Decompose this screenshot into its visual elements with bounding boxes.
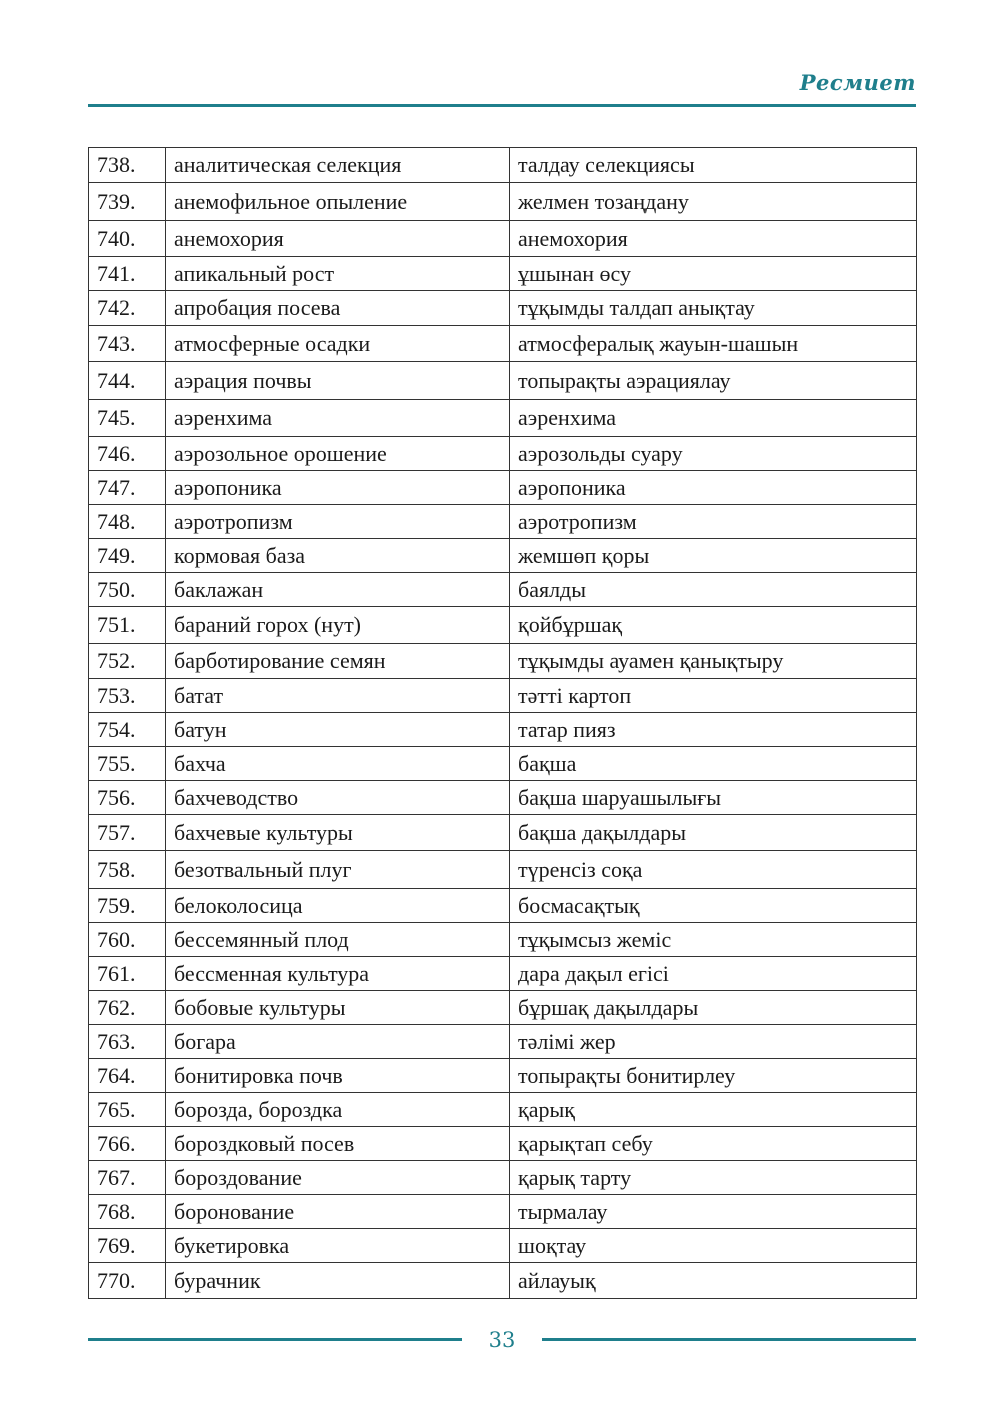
term-kazakh: бақша шаруашылығы xyxy=(510,781,917,815)
term-kazakh: атмосфералық жауын-шашын xyxy=(510,326,917,362)
entry-number: 748. xyxy=(89,505,166,539)
entry-number: 768. xyxy=(89,1195,166,1229)
entry-number: 746. xyxy=(89,437,166,471)
table-row xyxy=(89,1025,917,1059)
term-kazakh: татар пияз xyxy=(510,713,917,747)
entry-number: 760. xyxy=(89,923,166,957)
entry-number: 751. xyxy=(89,607,166,644)
term-russian: безотвальный плуг xyxy=(166,851,510,889)
term-russian: баклажан xyxy=(166,573,510,607)
entry-number: 764. xyxy=(89,1059,166,1093)
table-row xyxy=(89,362,917,400)
term-kazakh: тәтті картоп xyxy=(510,679,917,713)
entry-number: 763. xyxy=(89,1025,166,1059)
table-row xyxy=(89,257,917,291)
term-kazakh: тұқымды ауамен қанықтыру xyxy=(510,644,917,679)
table-row xyxy=(89,1263,917,1299)
term-kazakh: анемохория xyxy=(510,221,917,257)
term-kazakh: ұшынан өсу xyxy=(510,257,917,291)
table-row xyxy=(89,851,917,889)
table-row xyxy=(89,781,917,815)
term-russian: боронование xyxy=(166,1195,510,1229)
term-kazakh: қойбұршақ xyxy=(510,607,917,644)
entry-number: 769. xyxy=(89,1229,166,1263)
term-kazakh: тұқымсыз жеміс xyxy=(510,923,917,957)
entry-number: 749. xyxy=(89,539,166,573)
table-row xyxy=(89,644,917,679)
term-kazakh: жемшөп қоры xyxy=(510,539,917,573)
term-russian: атмосферные осадки xyxy=(166,326,510,362)
term-kazakh: босмасақтық xyxy=(510,889,917,923)
entry-number: 745. xyxy=(89,400,166,437)
entry-number: 740. xyxy=(89,221,166,257)
term-kazakh: аэротропизм xyxy=(510,505,917,539)
table-row xyxy=(89,991,917,1025)
term-kazakh: топырақты аэрациялау xyxy=(510,362,917,400)
table-row xyxy=(89,471,917,505)
term-kazakh: топырақты бонитирлеу xyxy=(510,1059,917,1093)
glossary-table xyxy=(88,147,917,1299)
table-row xyxy=(89,747,917,781)
entry-number: 747. xyxy=(89,471,166,505)
term-kazakh: баялды xyxy=(510,573,917,607)
header-rule xyxy=(88,104,916,107)
term-russian: бобовые культуры xyxy=(166,991,510,1025)
term-russian: бараний горох (нут) xyxy=(166,607,510,644)
term-russian: аналитическая селекция xyxy=(166,148,510,183)
table-row xyxy=(89,291,917,326)
table-row xyxy=(89,539,917,573)
term-kazakh: дара дақыл егісі xyxy=(510,957,917,991)
table-row xyxy=(89,400,917,437)
table-row xyxy=(89,505,917,539)
entry-number: 770. xyxy=(89,1263,166,1299)
term-russian: бороздковый посев xyxy=(166,1127,510,1161)
term-russian: богара xyxy=(166,1025,510,1059)
term-russian: бессменная культура xyxy=(166,957,510,991)
term-russian: аэрация почвы xyxy=(166,362,510,400)
term-kazakh: талдау селекциясы xyxy=(510,148,917,183)
table-row xyxy=(89,923,917,957)
term-kazakh: аэропоника xyxy=(510,471,917,505)
entry-number: 766. xyxy=(89,1127,166,1161)
term-russian: бахча xyxy=(166,747,510,781)
term-russian: бороздование xyxy=(166,1161,510,1195)
entry-number: 761. xyxy=(89,957,166,991)
term-kazakh: қарық тарту xyxy=(510,1161,917,1195)
entry-number: 738. xyxy=(89,148,166,183)
footer-rule-left xyxy=(88,1338,462,1341)
term-russian: бахчеводство xyxy=(166,781,510,815)
term-russian: борозда, бороздка xyxy=(166,1093,510,1127)
entry-number: 750. xyxy=(89,573,166,607)
entry-number: 757. xyxy=(89,815,166,851)
table-row xyxy=(89,326,917,362)
table-row xyxy=(89,957,917,991)
term-russian: белоколосица xyxy=(166,889,510,923)
entry-number: 758. xyxy=(89,851,166,889)
term-russian: барботирование семян xyxy=(166,644,510,679)
table-row xyxy=(89,573,917,607)
term-russian: бессемянный плод xyxy=(166,923,510,957)
term-russian: бахчевые культуры xyxy=(166,815,510,851)
entry-number: 767. xyxy=(89,1161,166,1195)
term-russian: аэрозольное орошение xyxy=(166,437,510,471)
table-row xyxy=(89,1127,917,1161)
term-kazakh: шоқтау xyxy=(510,1229,917,1263)
term-kazakh: бақша xyxy=(510,747,917,781)
table-row xyxy=(89,815,917,851)
table-row xyxy=(89,1229,917,1263)
term-russian: анемофильное опыление xyxy=(166,183,510,221)
term-kazakh: бұршақ дақылдары xyxy=(510,991,917,1025)
table-row xyxy=(89,183,917,221)
term-russian: букетировка xyxy=(166,1229,510,1263)
term-kazakh: тырмалау xyxy=(510,1195,917,1229)
entry-number: 744. xyxy=(89,362,166,400)
term-russian: апробация посева xyxy=(166,291,510,326)
entry-number: 743. xyxy=(89,326,166,362)
entry-number: 739. xyxy=(89,183,166,221)
entry-number: 759. xyxy=(89,889,166,923)
table-row xyxy=(89,1059,917,1093)
table-row xyxy=(89,1195,917,1229)
entry-number: 756. xyxy=(89,781,166,815)
table-row xyxy=(89,889,917,923)
term-russian: апикальный рост xyxy=(166,257,510,291)
term-kazakh: қарық xyxy=(510,1093,917,1127)
term-russian: батун xyxy=(166,713,510,747)
term-kazakh: айлауық xyxy=(510,1263,917,1299)
term-kazakh: желмен тозаңдану xyxy=(510,183,917,221)
entry-number: 755. xyxy=(89,747,166,781)
running-header: Ресмиет xyxy=(799,70,916,95)
term-kazakh: тәлімі жер xyxy=(510,1025,917,1059)
term-russian: анемохория xyxy=(166,221,510,257)
table-row xyxy=(89,437,917,471)
term-russian: батат xyxy=(166,679,510,713)
page-number: 33 xyxy=(488,1328,516,1352)
term-kazakh: түренсіз соқа xyxy=(510,851,917,889)
term-kazakh: тұқымды талдап анықтау xyxy=(510,291,917,326)
table-row xyxy=(89,713,917,747)
term-russian: аэротропизм xyxy=(166,505,510,539)
term-russian: аэропоника xyxy=(166,471,510,505)
table-row xyxy=(89,679,917,713)
entry-number: 765. xyxy=(89,1093,166,1127)
footer-rule-right xyxy=(542,1338,916,1341)
term-russian: кормовая база xyxy=(166,539,510,573)
glossary-body xyxy=(89,148,917,1299)
table-row xyxy=(89,1093,917,1127)
entry-number: 752. xyxy=(89,644,166,679)
term-kazakh: аэренхима xyxy=(510,400,917,437)
table-row xyxy=(89,221,917,257)
term-russian: аэренхима xyxy=(166,400,510,437)
table-row xyxy=(89,1161,917,1195)
entry-number: 762. xyxy=(89,991,166,1025)
entry-number: 754. xyxy=(89,713,166,747)
term-russian: бурачник xyxy=(166,1263,510,1299)
entry-number: 741. xyxy=(89,257,166,291)
table-row xyxy=(89,607,917,644)
entry-number: 742. xyxy=(89,291,166,326)
term-russian: бонитировка почв xyxy=(166,1059,510,1093)
term-kazakh: аэрозольды суару xyxy=(510,437,917,471)
entry-number: 753. xyxy=(89,679,166,713)
term-kazakh: қарықтап себу xyxy=(510,1127,917,1161)
table-row xyxy=(89,148,917,183)
term-kazakh: бақша дақылдары xyxy=(510,815,917,851)
